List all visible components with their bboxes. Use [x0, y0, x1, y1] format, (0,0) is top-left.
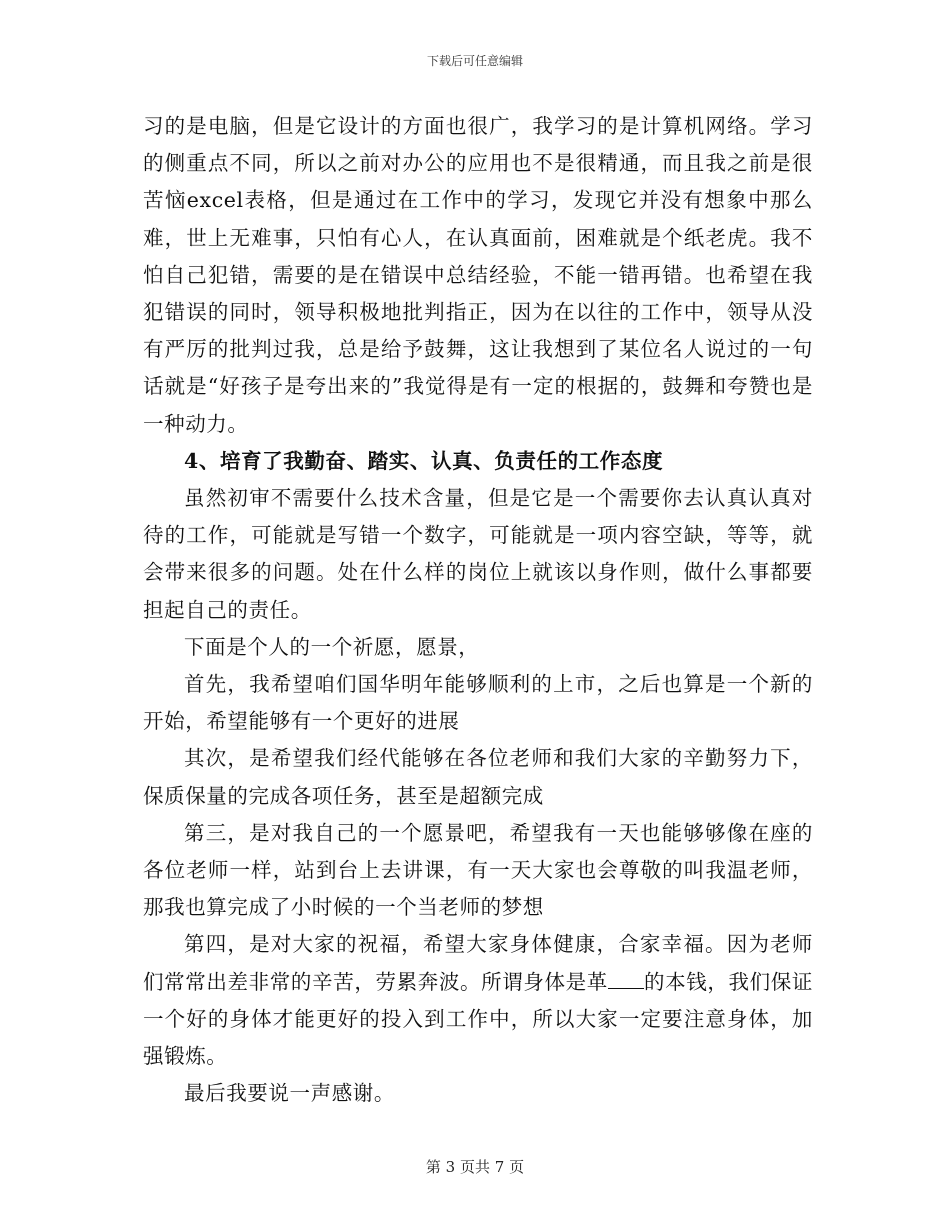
paragraph-third-wish: 第三，是对我自己的一个愿景吧，希望我有一天也能够够像在座的各位老师一样，站到台上去讲课，有一天大家也会尊敬的叫我温老师，那我也算完成了小时候的一个当老师的梦想: [143, 820, 813, 920]
paragraph-second-wish: 其次，是希望我们经代能够在各位老师和我们大家的辛勤努力下，保质保量的完成各项任务，甚至是超额完成: [143, 746, 813, 808]
fourth-wish-text-start: 第四，是对大家的祝福，希望大家身体健康，合家幸福。因为老师们常常出差非常的辛苦，劳累奔波。所谓身体是革: [143, 932, 813, 994]
paragraph-work-attitude: 虽然初审不需要什么技术含量，但是它是一个需要你去认真认真对待的工作，可能就是写错一个数字，可能就是一项内容空缺，等等，就会带来很多的问题。处在什么样的岗位上就该以身作则，做什么事都要担起自己的责任。: [143, 486, 813, 622]
section-heading-4: 4、培育了我勤奋、踏实、认真、负责任的工作态度: [184, 448, 664, 473]
fourth-wish-text-end: 的本钱，我们保证一个好的身体才能更好的投入到工作中，所以大家一定要注意身体，加强锻炼。: [143, 969, 813, 1069]
paragraph-wishes-intro: 下面是个人的一个祈愿，愿景，: [184, 634, 480, 659]
blank-underline: [608, 987, 644, 989]
paragraph-first-wish: 首先，我希望咱们国华明年能够顺利的上市，之后也算是一个新的开始，希望能够有一个更好的进展: [143, 672, 813, 734]
page-footer: 第 3 页共 7 页: [425, 1158, 525, 1176]
page-header: 下载后可任意编辑: [426, 54, 523, 68]
paragraph-fourth-wish: [143, 926, 813, 1075]
document-body: [143, 108, 813, 1112]
paragraph-thanks: 最后我要说一声感谢。: [184, 1081, 395, 1106]
paragraph-continued: 习的是电脑，但是它设计的方面也很广，我学习的是计算机网络。学习的侧重点不同，所以之前对办公的应用也不是很精通，而且我之前是很苦恼excel表格，但是通过在工作中的学习，发现它并没有想象中那么难，世上无难事，只怕有心人，在认真面前，困难就是个纸老虎。我不怕自己犯错，需要的是在错误中总结经验，不能一错再错。也希望在我犯错误的同时，领导积极地批判指正，因为在以往的工作中，领导从没有严厉的批判过我，总是给予鼓舞，这让我想到了某位名人说过的一句话就是“好孩子是夸出来的”我觉得是有一定的根据的，鼓舞和夸赞也是一种动力。: [143, 114, 813, 436]
